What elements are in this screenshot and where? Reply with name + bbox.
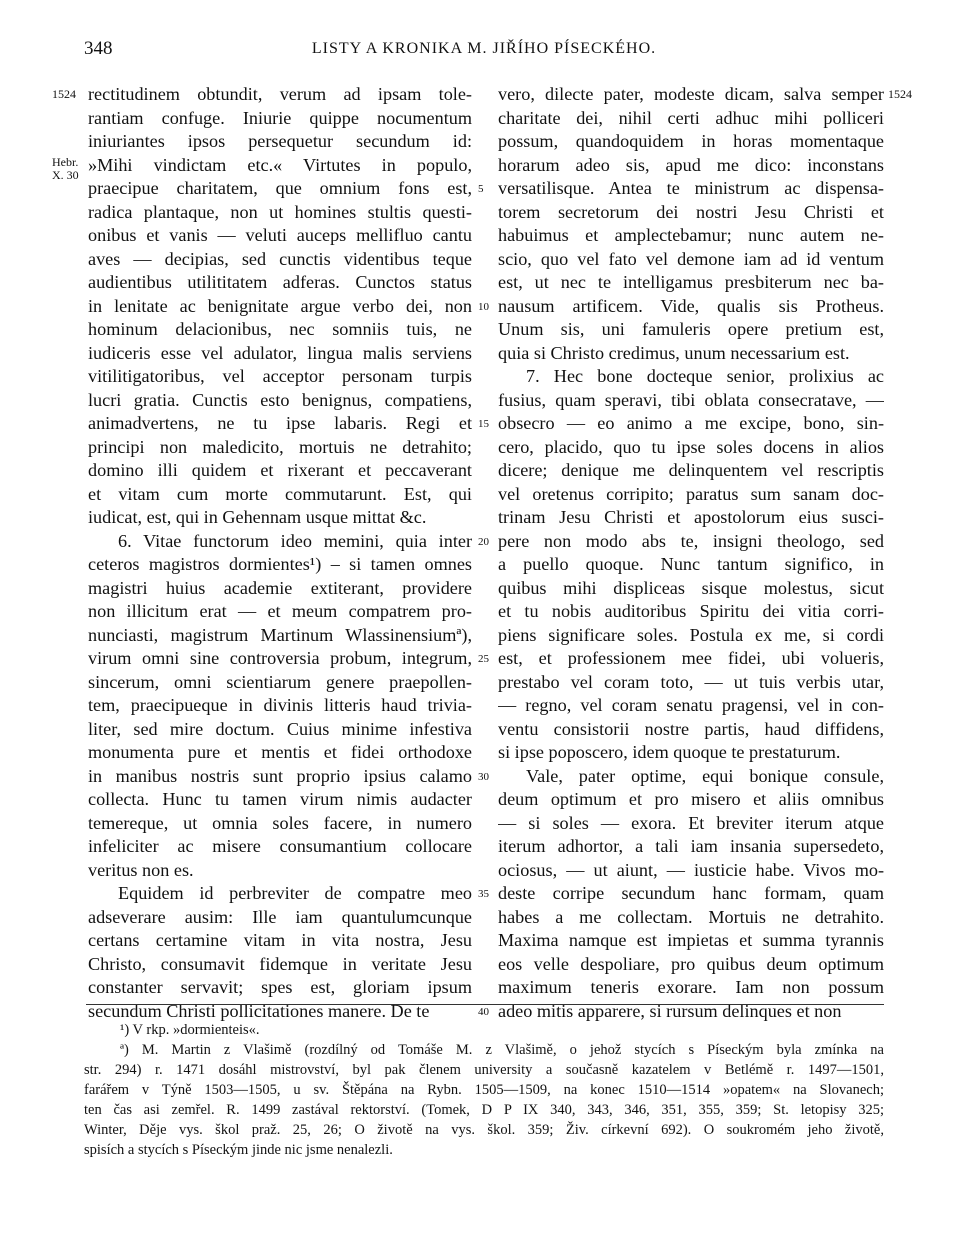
left-column-line: rectitudinem obtundit, verum ad ipsam tole- — [88, 84, 472, 104]
left-column-line: tem, praecipueque in divinis litteris haud trivia- — [88, 695, 472, 715]
right-column-line: Unum sis, uni famuleris opere pretium est, — [498, 319, 884, 339]
right-column-line: deste corripe secundum hanc formam, quam — [498, 883, 884, 903]
footnote-line: ¹) V rkp. »dormienteis«. — [120, 1022, 260, 1038]
right-column-line: dicere; denique me delinquentem vel rescriptis — [498, 460, 884, 480]
right-column-line: scio, quo vel fato vel demone iam ad id ventum — [498, 248, 884, 269]
running-title: LISTY A KRONIKA M. JIŘÍHO PÍSECKÉHO. — [311, 40, 657, 57]
left-column-line: certans certamine vitam in vita nostra, Jesu — [88, 930, 472, 950]
right-column-line: est, ut nec te intelligamus presbiterum nec ba- — [498, 272, 884, 292]
left-column-line: iudicat, est, qui in Gehennam usque mittat &c. — [88, 507, 427, 527]
right-column-line: ventu consistorii nostre partis, haud diffidens, — [498, 718, 884, 739]
left-column-line: praecipue charitatem, que omnium fons est, — [88, 178, 472, 198]
margin-reference-1: Hebr. — [52, 155, 79, 169]
margin-year-right: 1524 — [888, 87, 912, 101]
left-column-line: 6. Vitae functorum ideo memini, quia inter — [118, 530, 472, 551]
left-column-line: secundum Christi pollicitationes manere. De te — [88, 1000, 430, 1021]
footnotes — [84, 1020, 884, 1160]
right-column-line: possum, quandoquidem in horas momentaque — [498, 131, 884, 151]
left-column-line: aves — decipias, sed cunctis videntibus teque — [88, 248, 472, 269]
left-column-line: veritus non es. — [88, 859, 194, 880]
right-column-line: — si soles — exora. Et breviter iterum atque — [498, 812, 884, 833]
right-column-line: trinam Jesu Christi et apostolorum eius susci- — [498, 507, 884, 527]
line-number: 10 — [478, 300, 489, 313]
right-column-line: habes a me collectam. Mortuis ne detrahito. — [498, 906, 884, 927]
right-column-line: et tu nobis auditoribus Spiritu dei vitia corri- — [498, 601, 884, 621]
left-column-line: constanter servavit; spes est, gloriam ipsum — [88, 977, 472, 997]
margin-year-left: 1524 — [52, 87, 76, 101]
line-number: 35 — [478, 888, 489, 900]
right-column-line: a puello quoque. Nunc tantum significo, in — [498, 554, 884, 574]
left-column-line: in manibus nostris sunt proprio ipsius calamo — [88, 765, 472, 786]
right-column-line: quibus mihi displiceas sisque molestus, sicut — [498, 577, 884, 598]
right-column-line: maximum teneris exorare. Iam non possum — [498, 977, 884, 997]
right-column-line: Vale, pater optime, equi bonique consule, — [526, 765, 884, 786]
right-column-line: nausum artificem. Vide, qualis sis Protheus. — [498, 295, 884, 316]
left-column-line: domino illi quidem et rixerant et peccaverant — [88, 460, 472, 480]
left-column-line: non illicitum erat — et meum compatrem pro- — [88, 601, 472, 621]
line-number: 40 — [478, 1005, 489, 1018]
margin-reference-2: X. 30 — [52, 168, 79, 182]
left-column — [88, 83, 472, 1023]
left-column-line: ceteros magistros dormientes¹) – si tamen omnes — [88, 554, 472, 574]
left-column-line: »Mihi vindictam etc.« Virtutes in populo, — [88, 154, 472, 175]
left-column-line: temereque, ut omnia soles facere, in numero — [88, 812, 472, 833]
footnote-line: ª) M. Martin z Vlašimě (rozdílný od Tomáše M. z Vlašimě, o jehož stycích s Píseckým byla zmínka na — [120, 1042, 884, 1058]
right-column-line: piens significare soles. Postula ex me, si cordi — [498, 624, 884, 645]
footnote-rule — [86, 1004, 884, 1005]
footnote-line: str. 294) r. 1471 dosáhl mistrovství, byl pak členem university a současně kazatelem v Betlémě r. 1497—1501, — [84, 1062, 884, 1078]
right-column-line: eos velle despoliare, pro quibus deum optimum — [498, 953, 884, 974]
line-number: 30 — [478, 770, 489, 783]
line-number: 25 — [478, 653, 489, 665]
footnote-line: ten čas asi zemřel. R. 1499 zastával rektorství. (Tomek, D P IX 340, 343, 346, 351, 355, 359; St. letopisy 325; — [84, 1102, 884, 1118]
left-column-line: sincerum, omni scientiarum genere praepollen- — [88, 671, 472, 692]
left-column-line: iudiceris esse vel adulator, lingua malis serviens — [88, 342, 472, 363]
left-column-line: iniuriantes ipsos persequetur secundum id: — [88, 131, 472, 151]
left-column-line: in lenitate ac benignitate argue verbo dei, non — [88, 295, 472, 316]
left-column-line: Christo, consumavit fidemque in veritate Jesu — [88, 953, 472, 974]
right-column-line: — regno, vel coram senatu pragensi, vel in con- — [498, 695, 884, 715]
left-column-line: et vitam cum morte commutarunt. Est, qui — [88, 483, 472, 504]
right-column-line: quia si Christo credimus, unum necessarium est. — [498, 342, 850, 363]
line-number: 20 — [478, 535, 489, 548]
left-column-line: liter, sed mire doctum. Cuius minime infestiva — [88, 718, 472, 739]
page-header — [84, 38, 884, 60]
right-column-line: est, et professionem mee fidei, ubi volueris, — [498, 648, 884, 668]
left-column-line: collecta. Hunc tu tamen virum nimis audacter — [88, 789, 472, 809]
right-column-line: prestabo vel coram toto, — ut tuis verbis utar, — [498, 671, 884, 692]
left-column-line: radica plantaque, non ut homines stultis questi- — [88, 201, 472, 222]
left-column-line: audientibus utilititatem adferas. Cunctos status — [88, 272, 472, 292]
right-column-line: ociosus, — ut aiunt, — iusticie habe. Vivos mo- — [498, 859, 884, 880]
right-column-line: fusius, quam speravi, tibi oblata consecratave, — — [498, 389, 884, 410]
right-column-line: Maxima namque est impietas et summa tyrannis — [498, 930, 884, 950]
right-column-line: horarum adeo sis, apud me dico: inconstans — [498, 154, 884, 175]
right-column-line: obsecro — eo animo a me excipe, bono, sin- — [498, 413, 884, 433]
right-column-line: torem secretorum dei nostri Jesu Christi et — [498, 201, 884, 222]
left-column-line: adseverare ausim: Ille iam quantulumcunque — [88, 906, 472, 927]
page-number: 348 — [84, 38, 113, 59]
left-column-line: Equidem id perbreviter de compatre meo — [118, 883, 472, 903]
footnote-line: Winter, Děje vys. škol praž. 25, 26; O životě na vys. škol. 359; Živ. církevní 692). O soukromém jeho životě, — [84, 1122, 884, 1138]
left-column-line: rantiam confuge. Iniurie quippe nocumentum — [88, 107, 472, 128]
right-column — [498, 83, 884, 1023]
left-column-line: onibus et vanis — veluti auceps mellifluo cantu — [88, 225, 472, 245]
left-column-line: magistri huius academie extiterant, providere — [88, 577, 472, 598]
right-column-line: adeo mitis apparere, si rursum delinques et non — [498, 1000, 842, 1021]
left-column-line: principi non maledicito, mortuis ne detrahito; — [88, 436, 472, 457]
right-column-line: vel oretenus corripito; paratus sum sanam doc- — [498, 483, 884, 504]
left-column-line: virum omni sine controversia probum, integrum, — [88, 648, 472, 668]
right-column-line: deum optimum et pro misero et aliis omnibus — [498, 789, 884, 809]
left-column-line: animadvertens, ne tu ipse labaris. Regi et — [88, 413, 472, 433]
left-column-line: monumenta pure et mentis et fidei orthodoxe — [88, 742, 472, 762]
right-column-line: si ipse poposcero, idem quoque te prestaturum. — [498, 742, 841, 762]
right-column-line: cero, placido, quo tu ipse soles docens in alios — [498, 436, 884, 457]
right-column-line: habuimus et amplectebamur; nunc autem ne- — [498, 225, 884, 245]
line-number: 15 — [478, 418, 489, 430]
left-column-line: lucri gratia. Cunctis esto benignus, compatiens, — [88, 389, 472, 410]
footnote-line: spisích a stycích s Píseckým jinde nic jsme nenalezli. — [84, 1142, 393, 1158]
left-column-line: nunciasti, magistrum Martinum Wlassinensiumª), — [88, 624, 472, 645]
footnote-line: farářem v Týně 1503—1505, u sv. Štěpána na Rybn. 1505—1509, na konec 1510—1514 »opatem« na Slovanech; — [84, 1082, 884, 1098]
right-column-line: charitate dei, nihil certi adhuc mihi polliceri — [498, 107, 884, 128]
left-column-line: vitilitigatoribus, vel acceptor personam turpis — [88, 366, 472, 386]
right-column-line: vero, dilecte pater, modeste dicam, salva semper — [498, 84, 884, 104]
right-column-line: versatilisque. Antea te ministrum ac dispensa- — [498, 178, 884, 198]
left-column-line: infeliciter ac misere consumantium collocare — [88, 836, 472, 856]
right-column-line: 7. Hec bone docteque senior, prolixius ac — [526, 366, 884, 386]
line-number: 5 — [478, 183, 484, 195]
right-column-line: pere non modo abs te, insigni theologo, sed — [498, 530, 884, 551]
right-column-line: iterum adhortor, a tali iam insania supersedeto, — [498, 836, 884, 856]
left-column-line: hominum delacionibus, nec somniis tuis, ne — [88, 319, 472, 339]
